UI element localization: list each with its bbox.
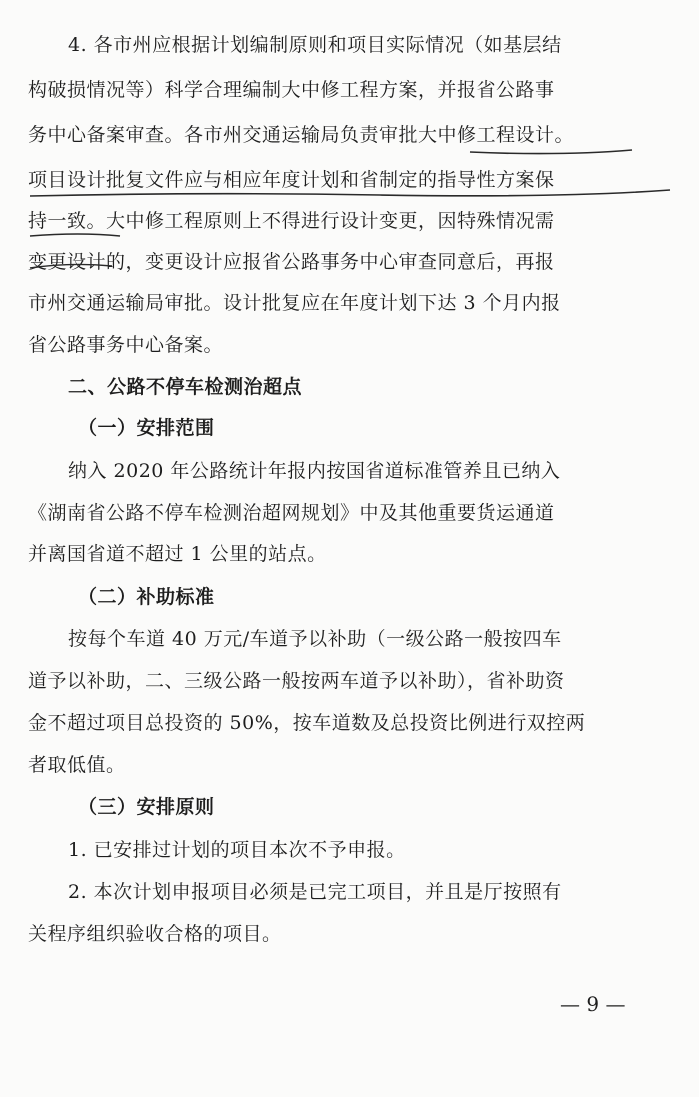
paragraph-4-line-3: 务中心备案审查。各市州交通运输局负责审批大中修工程设计。 <box>28 124 575 146</box>
scope-line-2: 《湖南省公路不停车检测治超网规划》中及其他重要货运通道 <box>28 502 555 524</box>
principle-item-2-line-2: 关程序组织验收合格的项目。 <box>28 923 282 945</box>
subheading-principles: （三）安排原则 <box>78 796 215 818</box>
paragraph-4-line-2: 构破损情况等）科学合理编制大中修工程方案，并报省公路事 <box>28 79 555 101</box>
section-heading-2: 二、公路不停车检测治超点 <box>68 376 303 398</box>
page-number: — 9 — <box>560 992 626 1016</box>
paragraph-4-line-5: 持一致。大中修工程原则上不得进行设计变更，因特殊情况需 <box>28 210 555 232</box>
principle-item-1: 1. 已安排过计划的项目本次不予申报。 <box>68 839 406 861</box>
paragraph-4-line-8: 省公路事务中心备案。 <box>28 334 224 356</box>
paragraph-4-line-1: 4. 各市州应根据计划编制原则和项目实际情况（如基层结 <box>68 34 562 56</box>
subsidy-line-2: 道予以补助，二、三级公路一般按两车道予以补助），省补助资 <box>28 670 565 692</box>
subheading-scope: （一）安排范围 <box>78 417 215 439</box>
subsidy-line-4: 者取低值。 <box>28 754 126 776</box>
paragraph-4-line-7: 市州交通运输局审批。设计批复应在年度计划下达 3 个月内报 <box>28 292 561 314</box>
scope-line-1: 纳入 2020 年公路统计年报内按国省道标准管养且已纳入 <box>68 460 561 482</box>
principle-item-2-line-1: 2. 本次计划申报项目必须是已完工项目，并且是厅按照有 <box>68 881 562 903</box>
scope-line-3: 并离国省道不超过 1 公里的站点。 <box>28 543 327 565</box>
subsidy-line-1: 按每个车道 40 万元/车道予以补助（一级公路一般按四车 <box>68 628 562 650</box>
subheading-subsidy: （二）补助标准 <box>78 586 215 608</box>
subsidy-line-3: 金不超过项目总投资的 50%，按车道数及总投资比例进行双控两 <box>28 712 586 734</box>
paragraph-4-line-6: 变更设计的，变更设计应报省公路事务中心审查同意后，再报 <box>28 251 555 273</box>
paragraph-4-line-4: 项目设计批复文件应与相应年度计划和省制定的指导性方案保 <box>28 169 555 191</box>
